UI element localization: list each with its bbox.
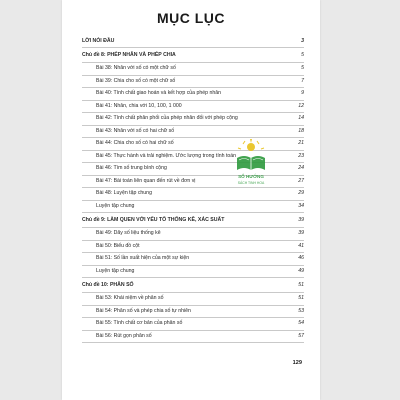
toc-lesson-row xyxy=(82,228,304,241)
toc-entry-page: 12 xyxy=(298,102,304,109)
toc-lesson-row xyxy=(82,176,304,189)
toc-entry-page: 23 xyxy=(298,152,304,159)
toc-lesson-row xyxy=(82,101,304,114)
toc-entry-label: Luyện tập chung xyxy=(96,267,135,274)
toc-entry-page: 18 xyxy=(298,127,304,134)
toc-entry-page: 3 xyxy=(301,38,304,44)
toc-lesson-row xyxy=(82,241,304,254)
toc-lesson-row xyxy=(82,331,304,344)
toc-lesson-row xyxy=(82,201,304,214)
toc-entry-page: 39 xyxy=(298,217,304,223)
toc-entry-label: Luyện tập chung xyxy=(96,202,135,209)
toc-entry-label: Bài 45: Thực hành và trải nghiệm. Ước lượng trong tính toán xyxy=(96,152,237,159)
toc-chapter-row xyxy=(82,48,304,63)
toc-entry-label: Bài 55: Tính chất cơ bản của phân số xyxy=(96,320,183,326)
toc-lesson-row xyxy=(82,318,304,331)
toc-lesson-row xyxy=(82,113,304,126)
toc-lesson-row xyxy=(82,88,304,101)
toc-entry-label: Chủ đề 8: PHÉP NHÂN VÀ PHÉP CHIA xyxy=(82,52,176,58)
toc-entry-page: 21 xyxy=(298,140,304,146)
toc-entry-label: Chủ đề 9: LÀM QUEN VỚI YẾU TỐ THỐNG KÊ, XÁC SUẤT xyxy=(82,217,225,223)
toc-chapter-row xyxy=(82,213,304,228)
toc-entry-label: Bài 54: Phân số và phép chia số tự nhiên xyxy=(96,307,191,314)
toc-lesson-row xyxy=(82,151,304,164)
toc-entry-label: Bài 39: Chia cho số có một chữ số xyxy=(96,77,176,84)
toc-entry-page: 5 xyxy=(301,65,304,71)
toc-entry-label: Bài 50: Biểu đồ cột xyxy=(96,242,140,249)
toc-entry-page: 24 xyxy=(298,165,304,171)
toc-entry-page: 9 xyxy=(301,90,304,96)
table-of-contents xyxy=(82,35,304,343)
toc-preface-row xyxy=(82,35,304,48)
svg-text:SỔ HƯỚNG: SỔ HƯỚNG xyxy=(238,174,264,179)
toc-lesson-row xyxy=(82,76,304,89)
toc-entry-page: 46 xyxy=(298,255,304,261)
toc-entry-page: 41 xyxy=(298,242,304,249)
toc-entry-label: Bài 40: Tính chất giao hoán và kết hợp của phép nhân xyxy=(96,90,222,96)
toc-lesson-row xyxy=(82,126,304,139)
toc-entry-label: Bài 44: Chia cho số có hai chữ số xyxy=(96,140,174,146)
toc-entry-page: 49 xyxy=(298,267,304,274)
toc-entry-page: 29 xyxy=(298,190,304,196)
toc-chapter-row xyxy=(82,278,304,293)
toc-lesson-row xyxy=(82,253,304,266)
toc-entry-page: 14 xyxy=(298,115,304,121)
toc-entry-label: Chủ đề 10: PHÂN SỐ xyxy=(82,282,134,288)
toc-entry-page: 51 xyxy=(298,295,304,301)
toc-entry-label: Bài 56: Rút gọn phân số xyxy=(96,332,152,339)
toc-lesson-row xyxy=(82,293,304,306)
toc-lesson-row xyxy=(82,138,304,151)
toc-lesson-row xyxy=(82,266,304,279)
toc-entry-label: Bài 41: Nhân, chia với 10, 100, 1 000 xyxy=(96,102,182,109)
toc-entry-page: 5 xyxy=(301,52,304,58)
toc-entry-label: Bài 51: Số lần xuất hiện của một sự kiện xyxy=(96,255,190,261)
toc-entry-label: LỜI NÓI ĐẦU xyxy=(82,38,115,44)
toc-entry-label: Bài 48: Luyện tập chung xyxy=(96,190,152,196)
toc-entry-page: 53 xyxy=(298,307,304,314)
toc-entry-label: Bài 42: Tính chất phân phối của phép nhân đối với phép cộng xyxy=(96,115,238,121)
toc-entry-page: 51 xyxy=(298,282,304,288)
toc-entry-label: Bài 53: Khái niệm về phân số xyxy=(96,295,164,301)
document-page xyxy=(62,0,320,400)
toc-entry-page: 34 xyxy=(298,202,304,209)
toc-lesson-row xyxy=(82,306,304,319)
page-title: MỤC LỤC xyxy=(156,10,226,26)
toc-entry-page: 27 xyxy=(298,177,304,184)
toc-lesson-row xyxy=(82,163,304,176)
toc-entry-page: 54 xyxy=(298,320,304,326)
toc-entry-label: Bài 43: Nhân với số có hai chữ số xyxy=(96,127,175,134)
toc-lesson-row xyxy=(82,63,304,76)
svg-text:SÁCH TINH HOA: SÁCH TINH HOA xyxy=(237,181,265,185)
toc-entry-label: Bài 46: Tìm số trung bình cộng xyxy=(96,165,167,171)
toc-entry-label: Bài 49: Dãy số liệu thống kê xyxy=(96,230,161,236)
toc-entry-page: 57 xyxy=(298,332,304,339)
toc-entry-label: Bài 38: Nhân với số có một chữ số xyxy=(96,65,176,71)
toc-entry-page: 39 xyxy=(298,230,304,236)
page-number: 129 xyxy=(292,360,302,366)
publisher-logo xyxy=(233,138,269,190)
toc-entry-page: 7 xyxy=(301,77,304,84)
toc-lesson-row xyxy=(82,188,304,201)
toc-entry-label: Bài 47: Bài toán liên quan đến rút về đơn vị xyxy=(96,177,196,184)
